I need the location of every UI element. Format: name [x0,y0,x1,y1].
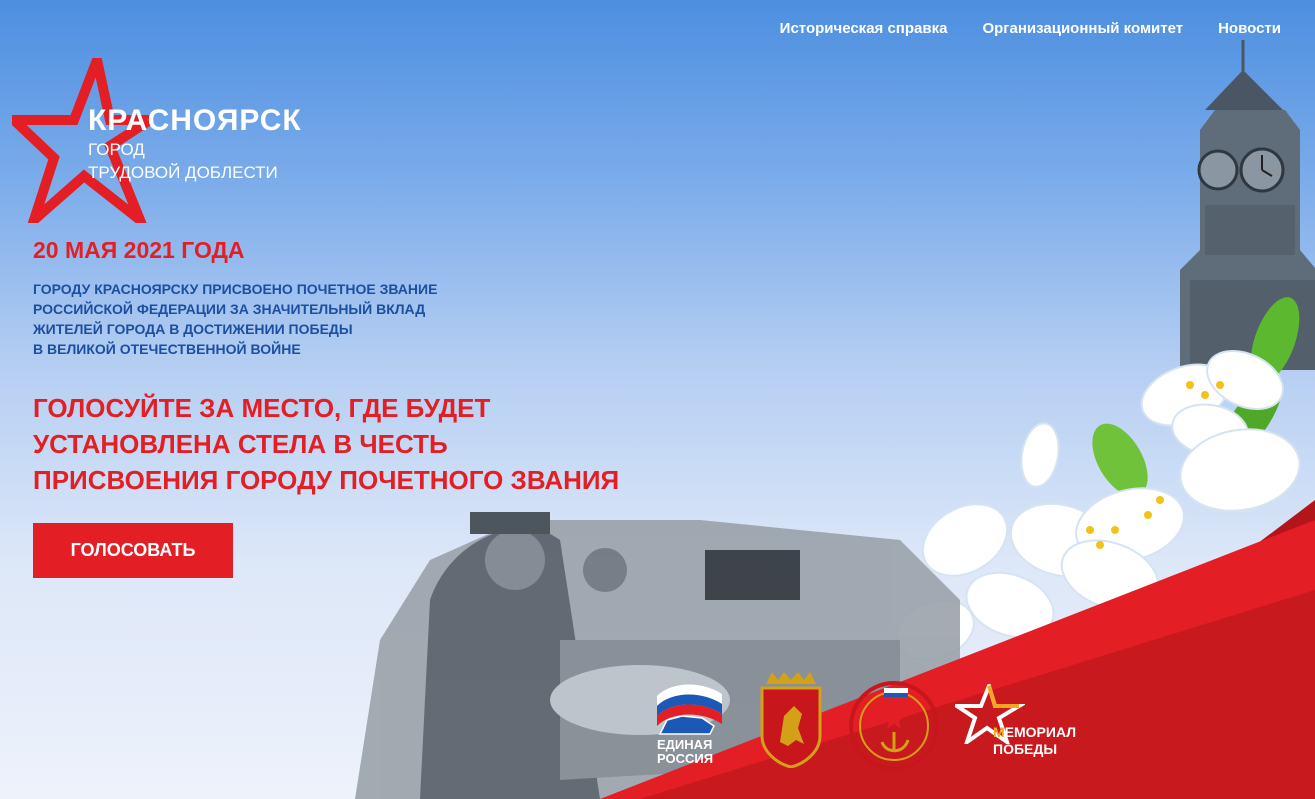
nav-link-history[interactable]: Историческая справка [779,20,948,37]
description-line: ЖИТЕЛЕЙ ГОРОДА В ДОСТИЖЕНИИ ПОБЕДЫ [33,321,353,337]
hero-headline [33,390,733,498]
headline-line: ГОЛОСУЙТЕ ЗА МЕСТО, ГДЕ БУДЕТ [33,393,491,423]
krasnoyarsk-coat-of-arms-icon[interactable] [758,672,824,768]
memorial-line-2: ПОБЕДЫ [993,741,1058,757]
edinaya-rossiya-logo[interactable] [652,676,727,771]
description-line: В ВЕЛИКОЙ ОТЕЧЕСТВЕННОЙ ВОЙНЕ [33,341,301,357]
site-logo[interactable] [12,58,342,223]
nav-link-committee[interactable]: Организационный комитет [982,20,1184,37]
nav-link-news[interactable]: Новости [1218,20,1281,37]
hero-description [33,279,513,359]
description-line: РОССИЙСКОЙ ФЕДЕРАЦИИ ЗА ЗНАЧИТЕЛЬНЫЙ ВКЛАД [33,301,426,317]
edinaya-rossiya-text [657,738,713,766]
er-line-1: ЕДИНАЯ [657,737,713,752]
headline-line: ПРИСВОЕНИЯ ГОРОДУ ПОЧЕТНОГО ЗВАНИЯ [33,465,620,495]
event-date: 20 МАЯ 2021 ГОДА [33,237,245,263]
memorial-rest: ЕМОРИАЛ [1004,724,1077,740]
er-line-2: РОССИЯ [657,751,714,766]
vote-button[interactable]: ГОЛОСОВАТЬ [33,523,233,578]
memorial-pobedy-logo[interactable] [955,684,1105,764]
headline-line: УСТАНОВЛЕНА СТЕЛА В ЧЕСТЬ [33,429,448,459]
memorial-first-letter: М [993,724,1005,740]
edinaya-rossiya-bear-icon [652,676,727,738]
top-navigation [780,20,1281,37]
logo-subtitle-2: ТРУДОВОЙ ДОБЛЕСТИ [88,163,278,182]
logo-city: КРАСНОЯРСК [88,104,302,137]
description-line: ГОРОДУ КРАСНОЯРСКУ ПРИСВОЕНО ПОЧЕТНОЕ ЗВАНИЕ [33,281,438,297]
hammer-sickle-seal-icon[interactable] [848,680,940,772]
memorial-text [993,724,1076,758]
logo-subtitle-1: ГОРОД [88,140,145,159]
